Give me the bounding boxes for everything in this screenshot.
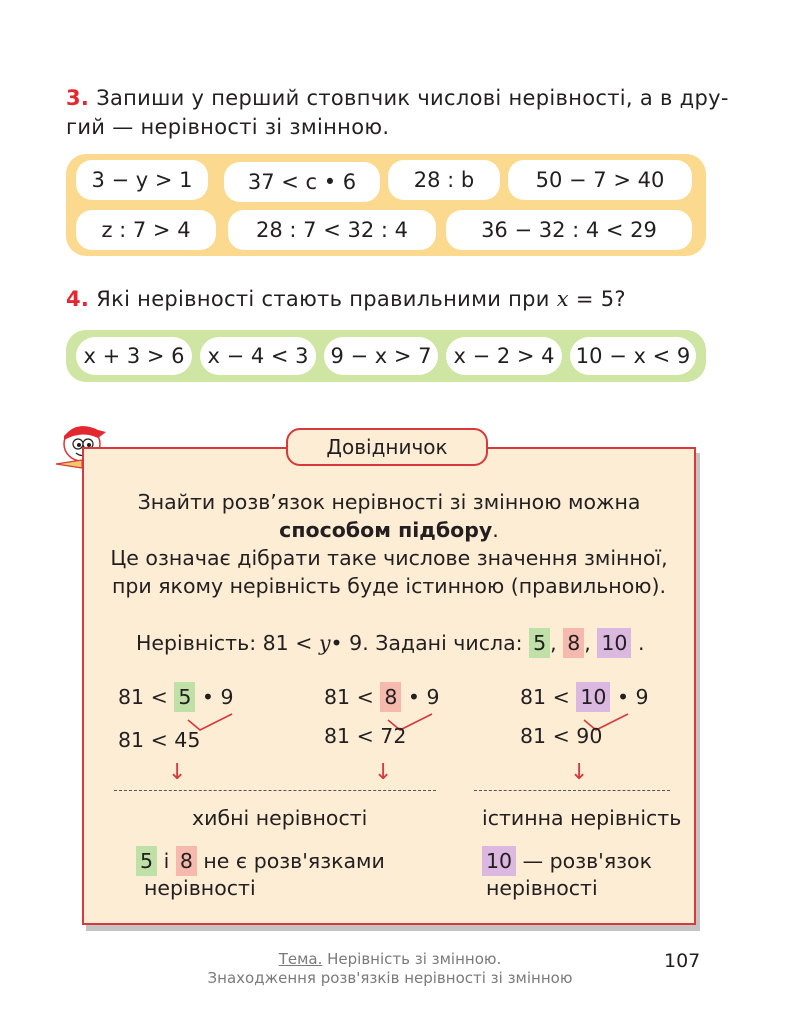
task-3-panel: [66, 154, 706, 256]
task-4-inequality: x + 3 > 6: [76, 337, 192, 375]
reference-bold-term: способом підбору: [279, 518, 493, 542]
reference-line-2-end: .: [492, 518, 499, 542]
calc-suffix: • 9: [201, 685, 234, 709]
footer-subtopic: Знаходження розв'язків нерівності зі змінною: [207, 969, 573, 987]
task-4-inequality: x − 4 < 3: [200, 337, 316, 375]
comma: ,: [550, 631, 557, 655]
false-conclusion-line-2: нерівності: [144, 876, 256, 900]
task-4-line: [66, 287, 626, 311]
number-box-violet: 10: [576, 682, 610, 712]
task-3-number: 3.: [66, 86, 90, 110]
given-rest: • 9. Задані числа:: [330, 631, 523, 655]
result-10: 81 < 90: [520, 724, 603, 748]
task-3-line-1: [66, 86, 729, 110]
calc-suffix: • 9: [407, 685, 440, 709]
number-box-pink: 8: [563, 628, 584, 658]
task-3-inequality: 3 − y > 1: [76, 160, 208, 200]
task-3-inequality: z : 7 > 4: [76, 210, 216, 250]
calc-prefix: 81 <: [324, 685, 374, 709]
footer-topic-text: Нерівність зі змінною.: [322, 950, 502, 968]
reference-line-4: при якому нерівність буде істинною (правильною).: [111, 574, 667, 598]
task-3-inequality: 50 − 7 > 40: [508, 160, 692, 200]
task-3-inequality: 36 − 32 : 4 < 29: [446, 210, 692, 250]
true-conclusion-line-2: нерівності: [486, 876, 598, 900]
result-5: 81 < 45: [118, 728, 201, 752]
reference-line-3: Це означає дібрати таке числове значення змінної,: [110, 546, 668, 570]
footer-topic: [180, 950, 600, 969]
calc-suffix: • 9: [616, 685, 649, 709]
task-3-inequality: 28 : 7 < 32 : 4: [228, 210, 436, 250]
result-8: 81 < 72: [324, 724, 407, 748]
number-box-green: 5: [174, 682, 195, 712]
number-box-violet: 10: [482, 846, 516, 876]
task-4-number: 4.: [66, 287, 90, 311]
reference-line-2: [84, 516, 694, 544]
conjunction: і: [163, 849, 170, 873]
task-4-value: = 5?: [568, 287, 626, 311]
number-box-violet: 10: [597, 628, 631, 658]
task-4-inequality: x − 2 > 4: [446, 337, 562, 375]
comma: ,: [584, 631, 591, 655]
true-conclusion-text: — розв'язок: [522, 849, 652, 873]
divider: [114, 790, 436, 791]
task-4-inequality: 10 − x < 9: [570, 337, 696, 375]
task-4-variable: x: [556, 287, 569, 311]
number-box-green: 5: [136, 846, 157, 876]
task-4-panel: [66, 330, 706, 382]
task-4-inequality: 9 − x > 7: [324, 337, 438, 375]
number-box-pink: 8: [380, 682, 401, 712]
arrow-down-icon: ↓: [374, 760, 393, 785]
number-box-pink: 8: [176, 846, 197, 876]
number-box-green: 5: [529, 628, 550, 658]
false-label: хибні нерівності: [192, 806, 368, 830]
false-conclusion: [136, 846, 385, 876]
task-3-text-2: гий — нерівності зі змінною.: [66, 115, 390, 139]
task-3-text-1: Запиши у перший стовпчик числові нерівності, а в дру-: [96, 86, 729, 110]
period: .: [637, 631, 645, 655]
arrow-down-icon: ↓: [570, 760, 589, 785]
given-inequality: [136, 628, 644, 658]
true-label: істинна нерівність: [482, 806, 682, 830]
reference-tab-title: Довідничок: [286, 428, 488, 466]
page-number: 107: [664, 950, 701, 972]
given-label: Нерівність: 81 <: [136, 631, 313, 655]
reference-line-1: Знайти розв’язок нерівності зі змінною можна: [137, 490, 641, 514]
true-conclusion: [482, 846, 652, 876]
footer-topic-label: Тема.: [278, 950, 323, 968]
given-variable: y: [318, 631, 331, 655]
task-3-inequality: 37 < c • 6: [224, 162, 380, 202]
task-3-inequality: 28 : b: [388, 160, 500, 200]
arrow-down-icon: ↓: [168, 760, 187, 785]
false-conclusion-text: не є розв'язками: [203, 849, 385, 873]
task-4-text: Які нерівності стають правильними при: [96, 287, 550, 311]
divider: [474, 790, 670, 791]
calc-prefix: 81 <: [118, 685, 168, 709]
calc-prefix: 81 <: [520, 685, 570, 709]
